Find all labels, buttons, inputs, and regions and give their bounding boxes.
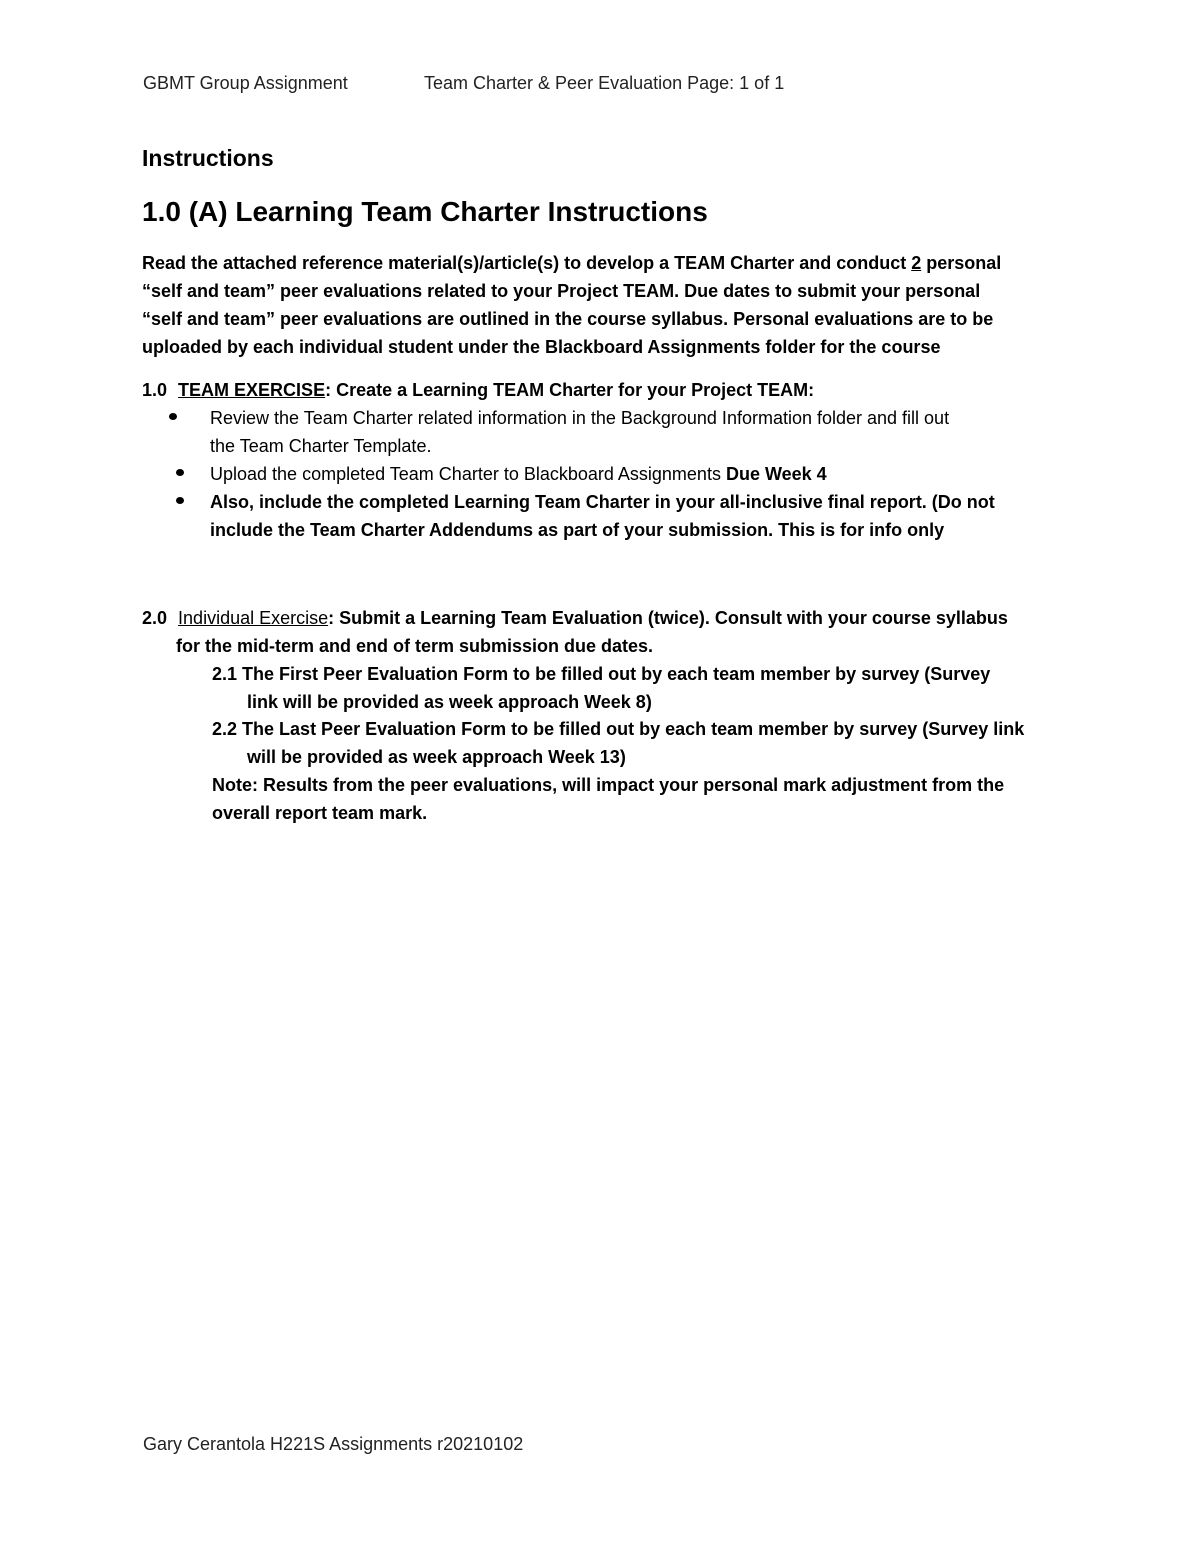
item-2-2-line-1: The Last Peer Evaluation Form to be filled out by each team member by survey (Survey link xyxy=(242,719,1025,739)
header-left: GBMT Group Assignment xyxy=(143,73,348,93)
item-2-1-number: 2.1 xyxy=(212,664,238,684)
intro-line-2: “self and team” peer evaluations related to your Project TEAM. Due dates to submit your personal xyxy=(142,281,981,301)
section2-text: : Submit a Learning Team Evaluation (twice). Consult with your course syllabus xyxy=(328,608,1008,628)
page-title: 1.0 (A) Learning Team Charter Instructions xyxy=(142,196,708,227)
item-2-2-number: 2.2 xyxy=(212,719,238,739)
section2-label: Individual Exercise xyxy=(178,608,329,628)
note-line-2: overall report team mark. xyxy=(212,803,428,823)
section1-heading xyxy=(142,376,814,404)
bullet-2-text: Upload the completed Team Charter to Blackboard Assignments xyxy=(210,464,726,484)
item-2-1-line-1: The First Peer Evaluation Form to be filled out by each team member by survey (Survey xyxy=(242,664,991,684)
section2-heading xyxy=(142,604,1008,632)
intro-line-1-b: personal xyxy=(921,253,1002,273)
instructions-heading: Instructions xyxy=(142,145,274,171)
bullet-icon xyxy=(176,469,184,476)
item-2-1 xyxy=(212,660,990,688)
bullet-icon xyxy=(176,497,184,504)
section2-number: 2.0 xyxy=(142,608,168,628)
intro-line-1 xyxy=(142,249,1001,277)
intro-line-3: “self and team” peer evaluations are outlined in the course syllabus. Personal evaluations are to be xyxy=(142,309,994,329)
header-right: Team Charter & Peer Evaluation Page: 1 of 1 xyxy=(424,73,785,93)
intro-line-4: uploaded by each individual student under the Blackboard Assignments folder for the course xyxy=(142,337,941,357)
bullet-3-line-2: include the Team Charter Addendums as part of your submission. This is for info only xyxy=(210,520,945,540)
section1-label: TEAM EXERCISE xyxy=(178,380,326,400)
bullet-1-line-1: Review the Team Charter related information in the Background Information folder and fill out xyxy=(210,408,950,428)
bullet-icon xyxy=(169,413,177,420)
intro-line-1-a: Read the attached reference material(s)/article(s) to develop a TEAM Charter and conduct xyxy=(142,253,912,273)
note-line-1: Note: Results from the peer evaluations, will impact your personal mark adjustment from the xyxy=(212,775,1005,795)
bullet-1-line-2: the Team Charter Template. xyxy=(210,436,432,456)
bullet-2 xyxy=(210,460,827,488)
section1-number: 1.0 xyxy=(142,380,168,400)
bullet-2-due: Due Week 4 xyxy=(725,464,827,484)
section1-text: : Create a Learning TEAM Charter for your Project TEAM: xyxy=(325,380,815,400)
section2-line-2: for the mid-term and end of term submission due dates. xyxy=(176,636,654,656)
intro-count: 2 xyxy=(911,253,922,273)
footer: Gary Cerantola H221S Assignments r20210102 xyxy=(143,1434,524,1454)
item-2-1-line-2: link will be provided as week approach Week 8) xyxy=(247,692,652,712)
item-2-2 xyxy=(212,715,1024,743)
item-2-2-line-2: will be provided as week approach Week 13) xyxy=(247,747,626,767)
bullet-3-line-1: Also, include the completed Learning Team Charter in your all-inclusive final report. (Do not xyxy=(210,492,995,512)
